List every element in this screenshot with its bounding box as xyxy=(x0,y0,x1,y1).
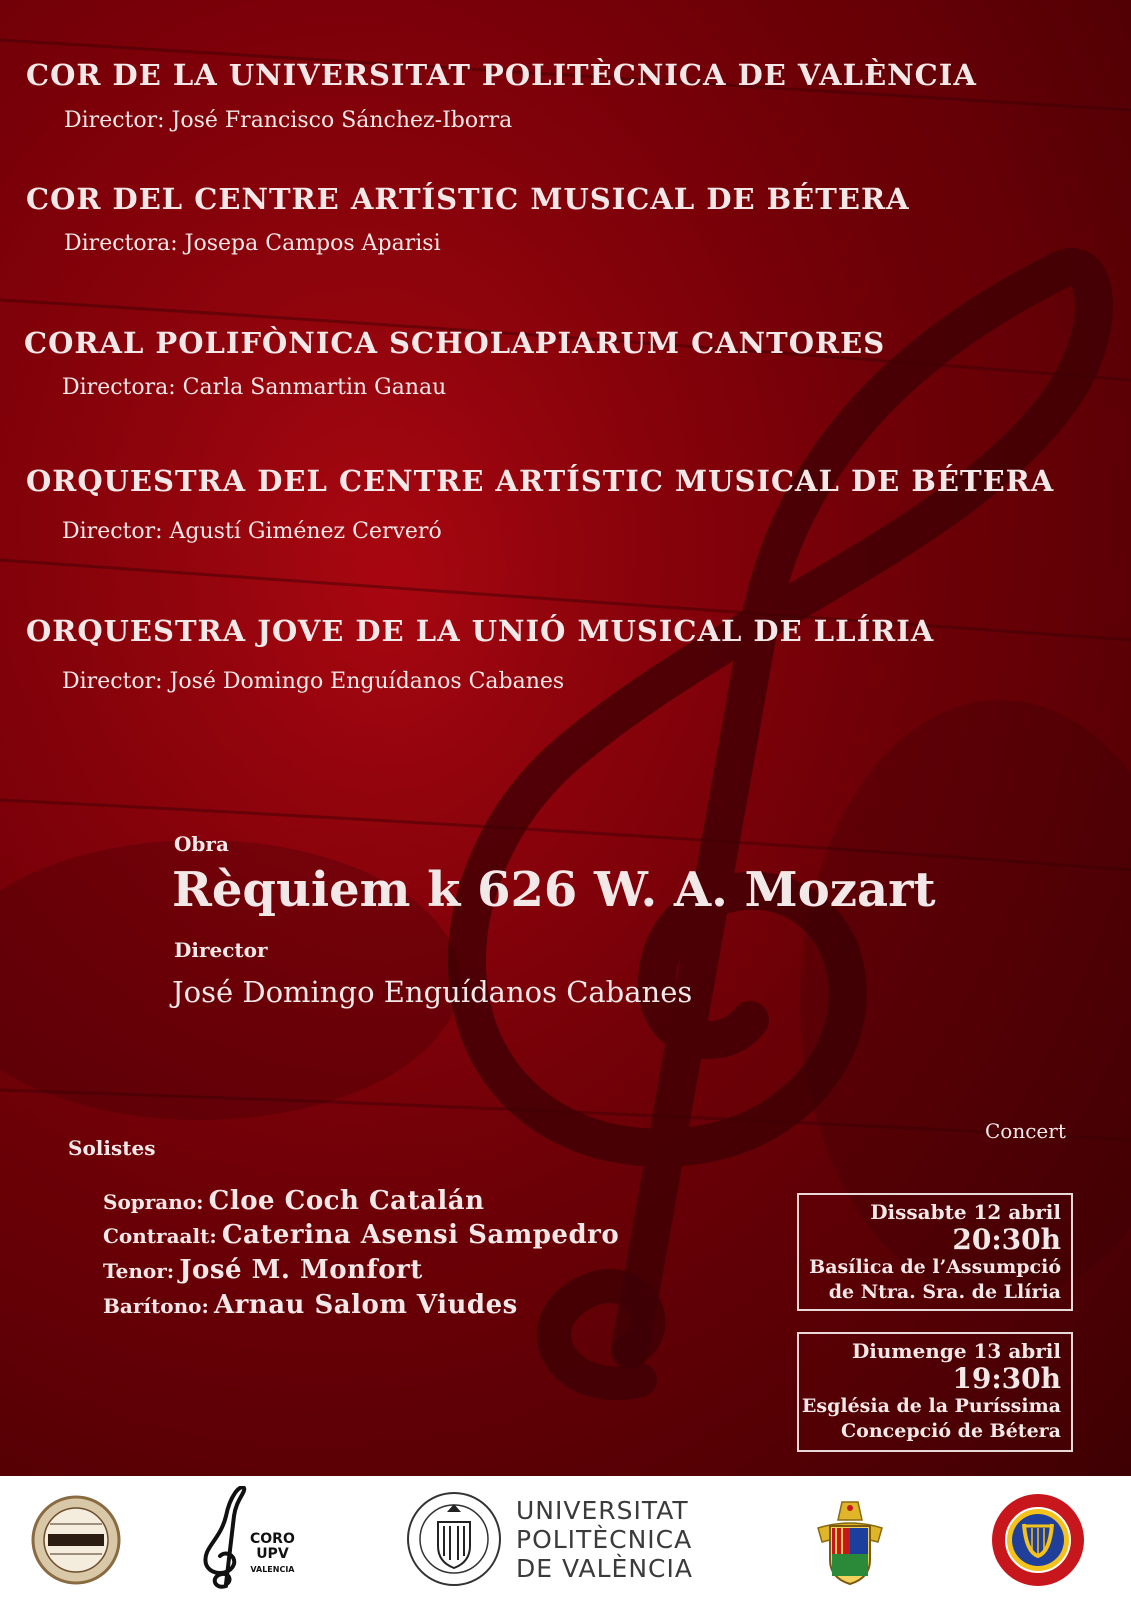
upv-wordmark xyxy=(516,1496,693,1583)
director-name: José Francisco Sánchez-Iborra xyxy=(171,108,513,133)
soloists-label: Solistes xyxy=(68,1136,156,1160)
soloist-name: Arnau Salom Viudes xyxy=(213,1290,518,1320)
director-name: Josepa Campos Aparisi xyxy=(184,231,441,256)
work-director-name: José Domingo Enguídanos Cabanes xyxy=(172,975,693,1009)
concert-day: Diumenge 13 abril xyxy=(851,1339,1061,1363)
concert-time: 19:30h xyxy=(952,1362,1061,1395)
work-director-label: Director xyxy=(174,938,268,962)
concert-label: Concert xyxy=(985,1119,1066,1143)
upv-line1: UNIVERSITAT xyxy=(516,1496,689,1525)
soloist-name: Cloe Coch Catalán xyxy=(208,1186,485,1216)
soloist-name: Caterina Asensi Sampedro xyxy=(221,1220,620,1250)
concert-place-line1: Església de la Puríssima xyxy=(801,1395,1061,1417)
upv-line2: POLITÈCNICA xyxy=(516,1525,693,1554)
director-role: Directora: xyxy=(62,375,176,400)
soloist-name: José M. Monfort xyxy=(179,1255,423,1285)
soloist-tenor xyxy=(103,1255,423,1285)
concert-place-line2: Concepció de Bétera xyxy=(841,1420,1061,1442)
ensemble-director-2 xyxy=(64,231,441,256)
ensemble-director-1 xyxy=(64,108,512,133)
ensemble-director-4 xyxy=(62,519,442,544)
soloist-contraalt xyxy=(103,1220,619,1250)
ensemble-name-1: COR DE LA UNIVERSITAT POLITÈCNICA DE VALÈNCIA xyxy=(26,58,977,92)
work-label: Obra xyxy=(174,832,229,856)
soloist-role: Barítono: xyxy=(103,1294,209,1318)
soloist-soprano xyxy=(103,1186,484,1216)
concert-date-2 xyxy=(797,1332,1073,1452)
soloist-baritono xyxy=(103,1290,518,1320)
director-name: José Domingo Enguídanos Cabanes xyxy=(169,669,565,694)
soloist-role: Soprano: xyxy=(103,1190,204,1214)
upv-seal-icon xyxy=(405,1490,503,1588)
ensemble-name-3: CORAL POLIFÒNICA SCHOLAPIARUM CANTORES xyxy=(24,326,886,360)
lliria-lyre-logo-icon xyxy=(990,1492,1086,1588)
sponsor-footer xyxy=(0,1476,1131,1600)
betera-coat-of-arms-icon xyxy=(812,1498,888,1588)
concert-date-1 xyxy=(797,1193,1073,1311)
coro-line3: VALENCIA xyxy=(250,1565,295,1574)
ensemble-director-3 xyxy=(62,375,446,400)
coro-upv-clef-icon xyxy=(200,1486,250,1594)
concert-place-line2: de Ntra. Sra. de Llíria xyxy=(828,1281,1061,1303)
coro-line1: CORO xyxy=(250,1531,295,1547)
concert-place-line1: Basílica de l’Assumpció xyxy=(809,1256,1061,1278)
director-role: Director: xyxy=(64,108,165,133)
coro-upv-logo-text xyxy=(250,1532,295,1577)
director-name: Carla Sanmartin Ganau xyxy=(182,375,447,400)
ensemble-name-5: ORQUESTRA JOVE DE LA UNIÓ MUSICAL DE LLÍRIA xyxy=(26,614,935,648)
director-name: Agustí Giménez Cerveró xyxy=(169,519,442,544)
upv-line3: DE VALÈNCIA xyxy=(516,1554,693,1583)
director-role: Director: xyxy=(62,519,163,544)
coro-line2: UPV xyxy=(256,1546,289,1562)
soloist-role: Contraalt: xyxy=(103,1224,217,1248)
ensemble-name-2: COR DEL CENTRE ARTÍSTIC MUSICAL DE BÉTERA xyxy=(26,182,910,216)
ensemble-name-4: ORQUESTRA DEL CENTRE ARTÍSTIC MUSICAL DE BÉTERA xyxy=(26,464,1055,498)
director-role: Directora: xyxy=(64,231,178,256)
ensemble-director-5 xyxy=(62,669,564,694)
concert-day: Dissabte 12 abril xyxy=(870,1200,1061,1224)
work-title: Rèquiem k 626 W. A. Mozart xyxy=(172,862,936,918)
concert-time: 20:30h xyxy=(952,1223,1061,1256)
soloist-role: Tenor: xyxy=(103,1259,175,1283)
director-role: Director: xyxy=(62,669,163,694)
scholapiarum-logo-icon xyxy=(30,1494,122,1586)
